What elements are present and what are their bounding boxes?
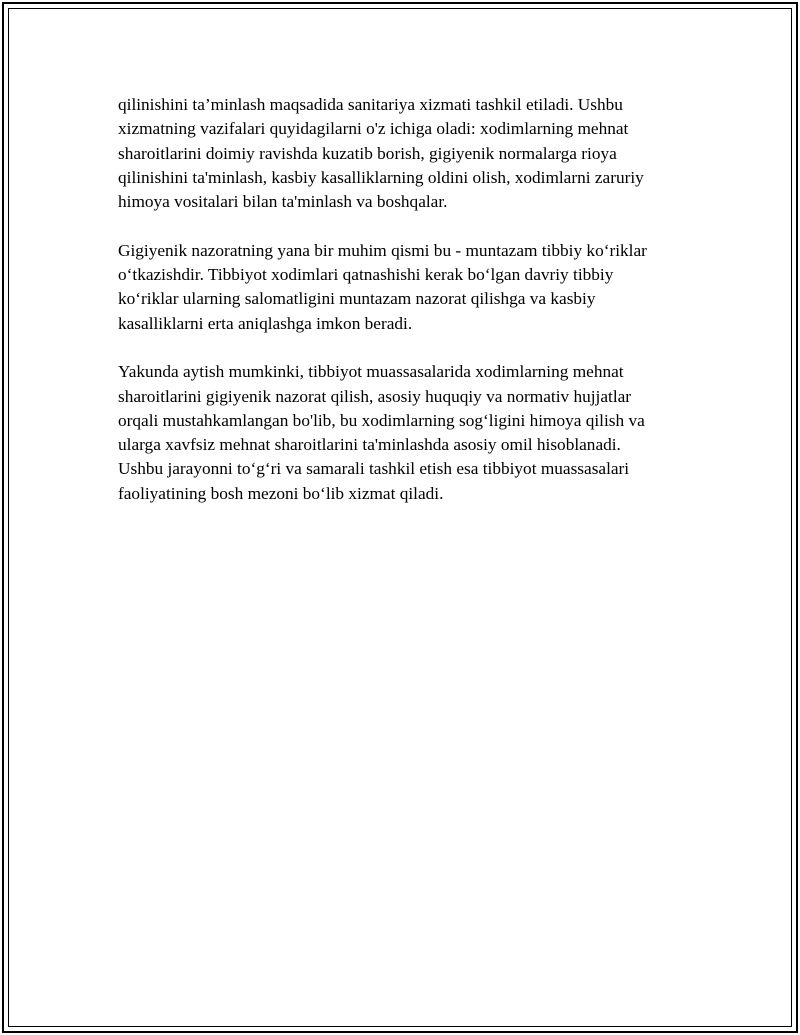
text-line: orqali mustahkamlangan bo'lib, bu xodimlarning sog‘ligini himoya qilish va (118, 410, 645, 430)
paragraph-medical-checkups (118, 239, 698, 336)
text-line: Yakunda aytish mumkinki, tibbiyot muassasalarida xodimlarning mehnat (118, 362, 624, 382)
text-line: sharoitlarini doimiy ravishda kuzatib borish, gigiyenik normalarga rioya (118, 143, 617, 163)
text-line: qilinishini ta'minlash, kasbiy kasalliklarning oldini olish, xodimlarni zaruriy (118, 167, 644, 187)
text-line: xizmatning vazifalari quyidagilarni o'z ichiga oladi: xodimlarning mehnat (118, 119, 629, 139)
text-line: ko‘riklar ularning salomatligini muntazam nazorat qilishga va kasbiy (118, 289, 596, 309)
text-line: sharoitlarini gigiyenik nazorat qilish, asosiy huquqiy va normativ hujjatlar (118, 386, 632, 406)
text-line: faoliyatining bosh mezoni bo‘lib xizmat qiladi. (118, 483, 444, 503)
text-line: Ushbu jarayonni to‘g‘ri va samarali tashkil etish esa tibbiyot muassasalari (118, 459, 630, 479)
text-line: kasalliklarni erta aniqlashga imkon beradi. (118, 313, 413, 333)
text-line: Gigiyenik nazoratning yana bir muhim qismi bu - muntazam tibbiy ko‘riklar (118, 240, 647, 260)
paragraph-sanitary-service (118, 93, 698, 214)
text-line: himoya vositalari bilan ta'minlash va boshqalar. (118, 192, 448, 212)
paragraph-conclusion (118, 360, 698, 506)
text-line: qilinishini ta’minlash maqsadida sanitariya xizmati tashkil etiladi. Ushbu (118, 95, 623, 114)
text-line: o‘tkazishdir. Tibbiyot xodimlari qatnashishi kerak bo‘lgan davriy tibbiy (118, 265, 614, 285)
document-body (118, 93, 698, 530)
text-line: ularga xavfsiz mehnat sharoitlarini ta'minlashda asosiy omil hisoblanadi. (118, 435, 621, 455)
